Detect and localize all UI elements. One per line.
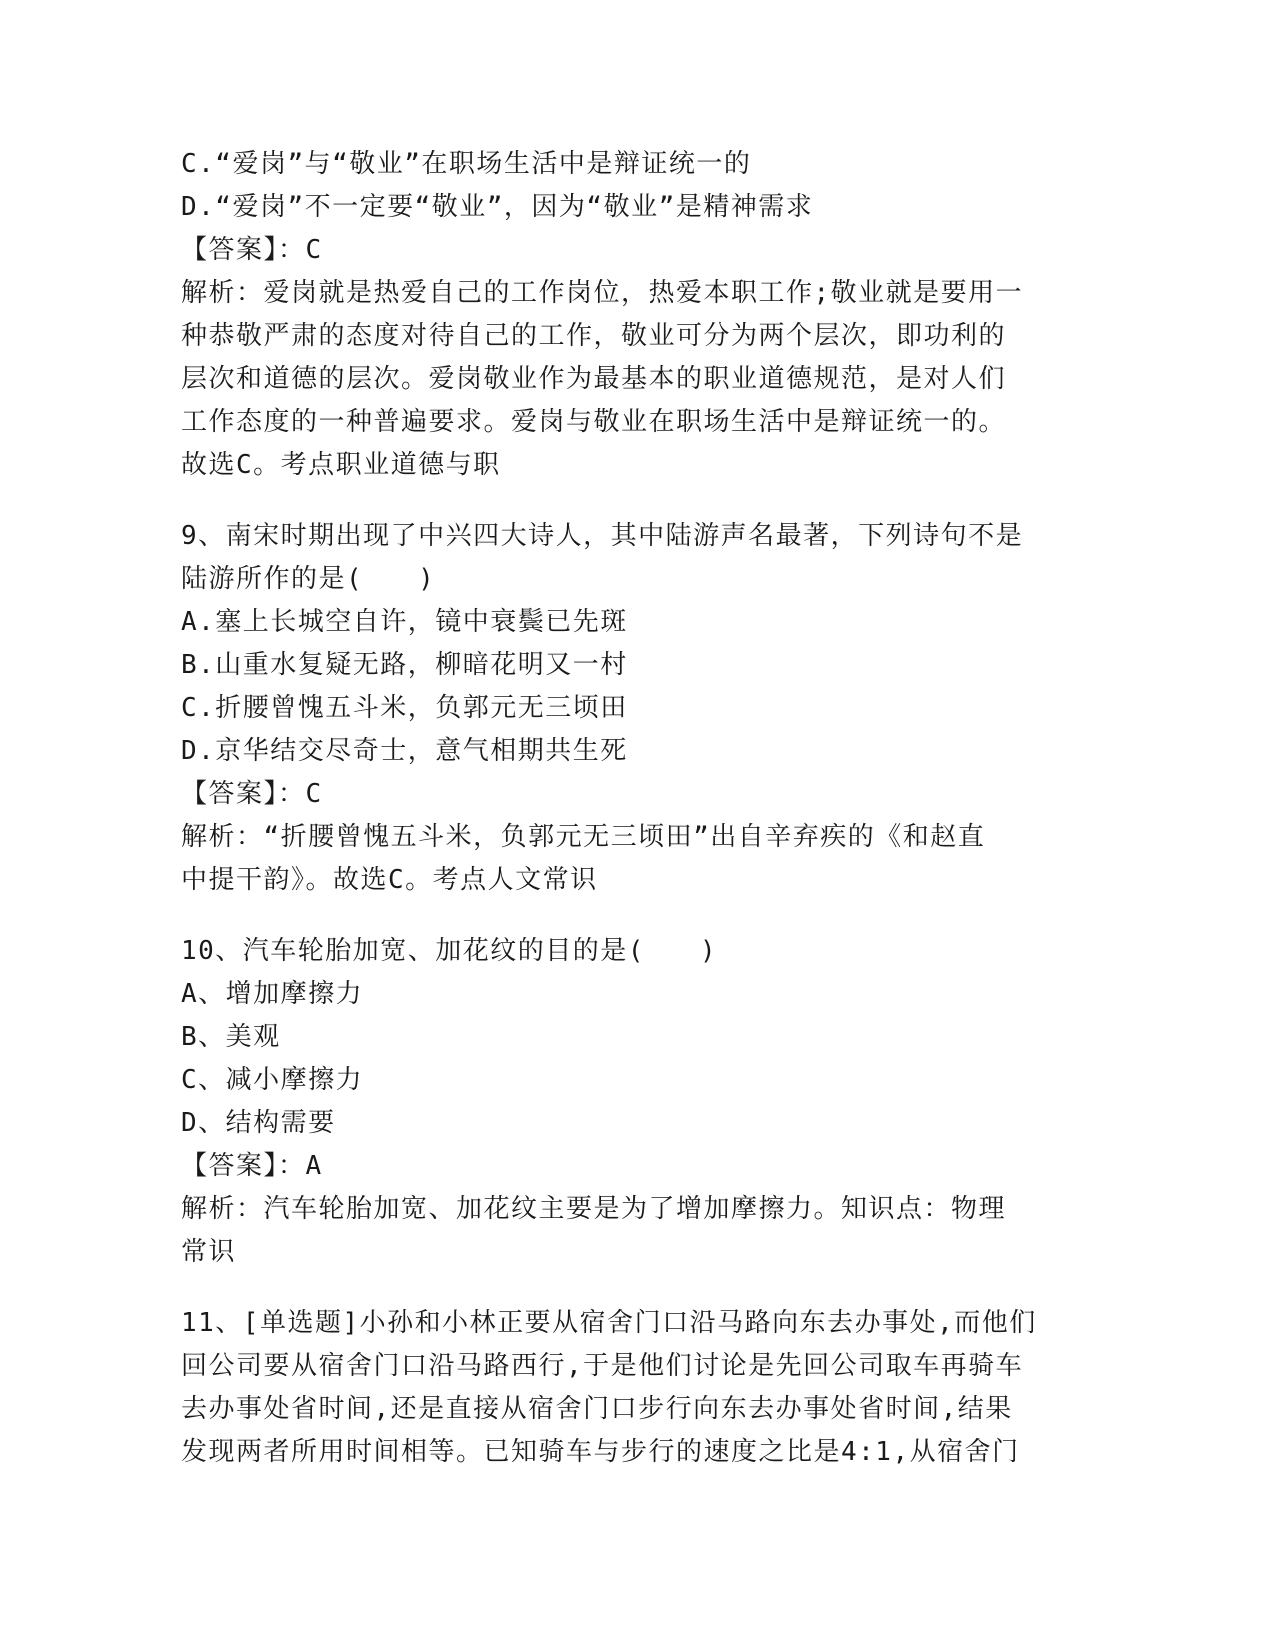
q10-stem: 10、汽车轮胎加宽、加花纹的目的是( )	[181, 936, 718, 966]
q10-option-c: C、减小摩擦力	[181, 1065, 364, 1095]
prev-explanation-line: 故选C。考点职业道德与职	[181, 450, 501, 480]
question-gap	[181, 1274, 1081, 1302]
prev-option-c: C.“爱岗”与“敬业”在职场生活中是辩证统一的	[181, 149, 752, 179]
q10-answer: 【答案】：A	[181, 1151, 323, 1181]
document-page	[181, 143, 1081, 1474]
prev-option-d: D.“爱岗”不一定要“敬业”，因为“敬业”是精神需求	[181, 192, 814, 222]
q9-option-d: D.京华结交尽奇士，意气相期共生死	[181, 736, 628, 766]
q10-explanation-line: 常识	[181, 1237, 237, 1267]
q9-answer: 【答案】：C	[181, 779, 323, 809]
question-gap	[181, 487, 1081, 515]
q9-option-b: B.山重水复疑无路，柳暗花明又一村	[181, 650, 628, 680]
prev-explanation-line: 解析：爱岗就是热爱自己的工作岗位，热爱本职工作;敬业就是要用一	[181, 278, 1024, 308]
q9-stem-line: 陆游所作的是( )	[181, 564, 436, 594]
q10-explanation-line: 解析：汽车轮胎加宽、加花纹主要是为了增加摩擦力。知识点：物理	[181, 1194, 1007, 1224]
q9-option-a: A.塞上长城空自许，镜中衰鬓已先斑	[181, 607, 628, 637]
prev-explanation-line: 工作态度的一种普遍要求。爱岗与敬业在职场生活中是辩证统一的。	[181, 407, 1007, 437]
q11-stem-line: 11、[单选题]小孙和小林正要从宿舍门口沿马路向东去办事处,而他们	[181, 1308, 1037, 1338]
q9-stem-line: 9、南宋时期出现了中兴四大诗人，其中陆游声名最著，下列诗句不是	[181, 521, 1024, 551]
q10-option-a: A、增加摩擦力	[181, 979, 364, 1009]
prev-answer: 【答案】：C	[181, 235, 323, 265]
prev-explanation-line: 层次和道德的层次。爱岗敬业作为最基本的职业道德规范，是对人们	[181, 364, 1007, 394]
q10-option-b: B、美观	[181, 1022, 281, 1052]
q11-stem-line: 去办事处省时间,还是直接从宿舍门口步行向东去办事处省时间,结果	[181, 1394, 1013, 1424]
q11-stem-line: 回公司要从宿舍门口沿马路西行,于是他们讨论是先回公司取车再骑车	[181, 1351, 1024, 1381]
q9-option-c: C.折腰曾愧五斗米，负郭元无三顷田	[181, 693, 628, 723]
prev-explanation-line: 种恭敬严肃的态度对待自己的工作，敬业可分为两个层次，即功利的	[181, 321, 1007, 351]
q10-option-d: D、结构需要	[181, 1108, 336, 1138]
q9-explanation-line: 中提干韵》。故选C。考点人文常识	[181, 865, 598, 895]
question-gap	[181, 902, 1081, 930]
q11-stem-line: 发现两者所用时间相等。已知骑车与步行的速度之比是4:1,从宿舍门	[181, 1437, 1020, 1467]
q9-explanation-line: 解析：“折腰曾愧五斗米，负郭元无三顷田”出自辛弃疾的《和赵直	[181, 822, 986, 852]
